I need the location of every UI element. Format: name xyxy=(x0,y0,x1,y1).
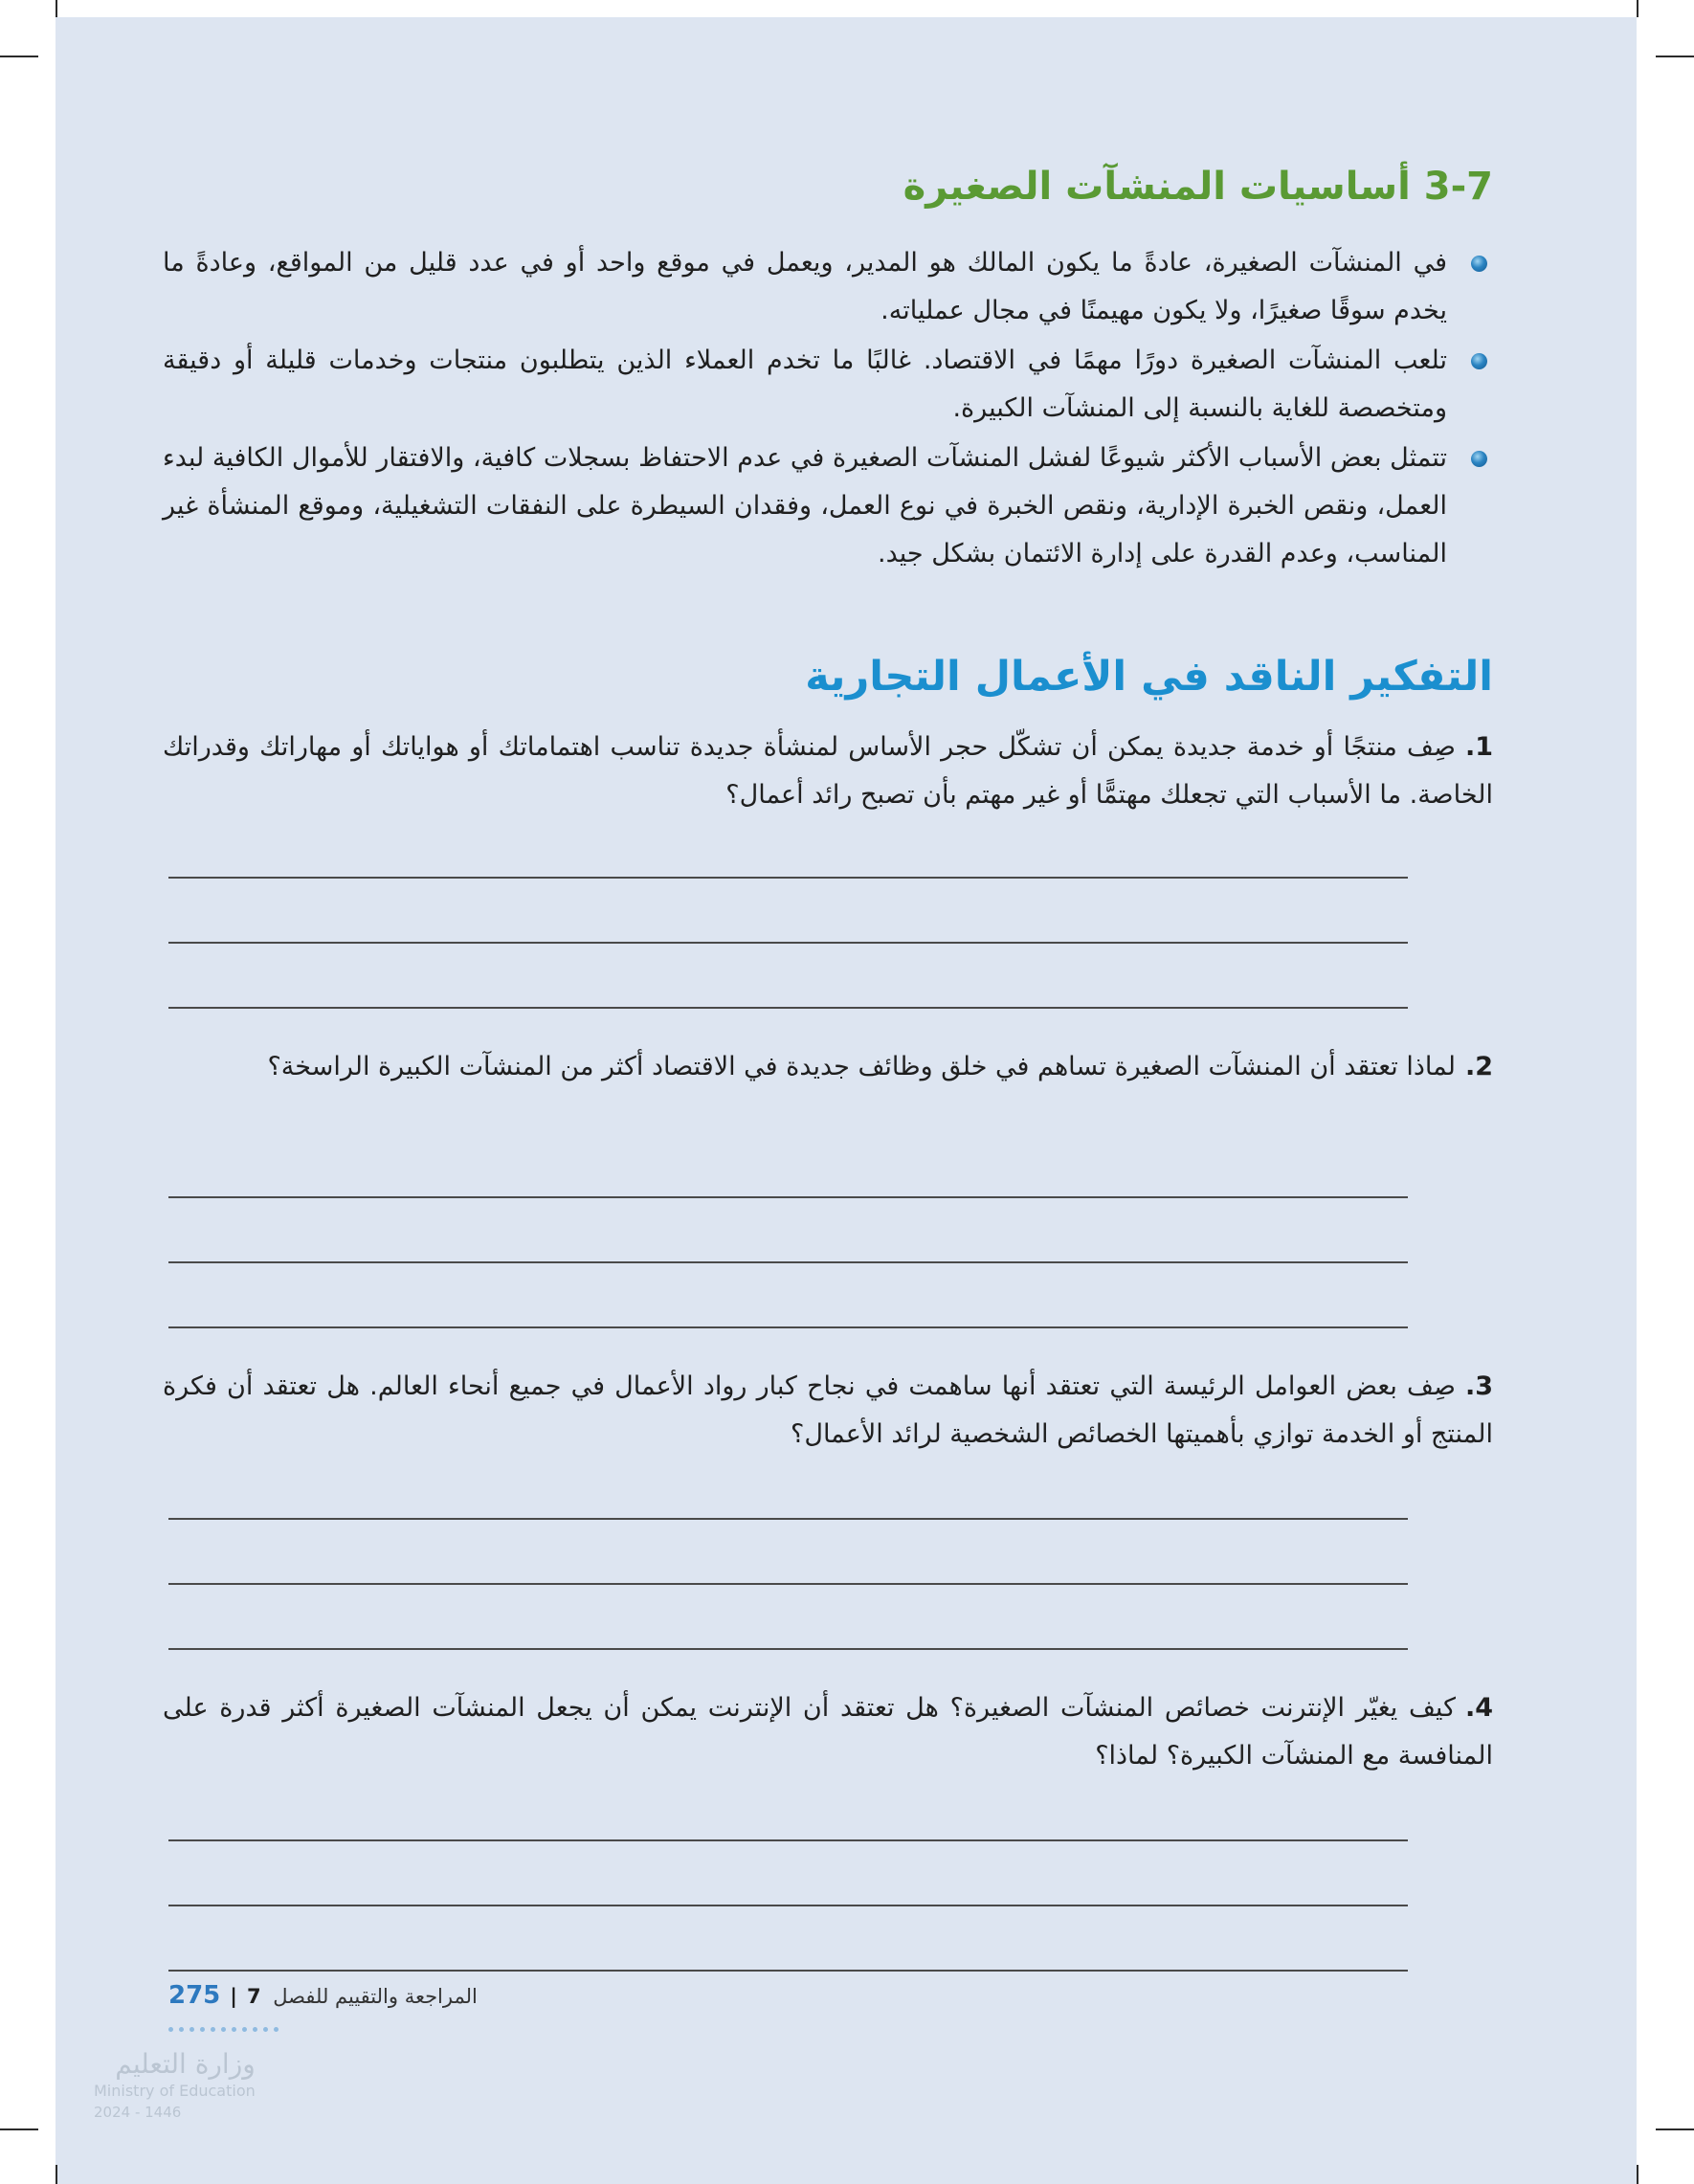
answer-line[interactable] xyxy=(168,1905,1408,1906)
question-number: 3. xyxy=(1464,1371,1493,1401)
page-footer xyxy=(168,1981,478,2011)
answer-line[interactable] xyxy=(168,1261,1408,1263)
question-text: صِف منتجًا أو خدمة جديدة يمكن أن تشكّل حجر الأساس لمنشأة جديدة تناسب اهتماماتك أو هواياتك أو مهاراتك وقدراتك الخاصة. ما الأسباب التي تجعلك مهتمًّا أو غير مهتم بأن تصبح رائد أعمال؟ xyxy=(163,732,1493,810)
crop-mark xyxy=(56,2165,57,2184)
answer-line[interactable] xyxy=(168,877,1408,879)
bullet-list xyxy=(163,239,1493,580)
question-number: 1. xyxy=(1464,732,1493,762)
question-number: 2. xyxy=(1464,1052,1493,1081)
answer-line[interactable] xyxy=(168,1518,1408,1520)
answer-line[interactable] xyxy=(168,942,1408,944)
answer-line[interactable] xyxy=(168,1007,1408,1009)
ministry-watermark xyxy=(94,2048,256,2123)
question-1 xyxy=(163,724,1493,819)
chapter-label: المراجعة والتقييم للفصل xyxy=(273,1985,478,2008)
watermark-arabic: وزارة التعليم xyxy=(115,2048,256,2080)
answer-line[interactable] xyxy=(168,1970,1408,1972)
footer-separator: | xyxy=(230,1985,237,2008)
critical-thinking-heading: التفكير الناقد في الأعمال التجارية xyxy=(805,653,1493,701)
crop-mark xyxy=(1656,56,1694,57)
answer-line[interactable] xyxy=(168,1839,1408,1841)
crop-mark xyxy=(1656,2128,1694,2130)
answer-line[interactable] xyxy=(168,1583,1408,1585)
bullet-text: في المنشآت الصغيرة، عادةً ما يكون المالك هو المدير، ويعمل في موقع واحد أو في عدد قليل من المواقع، وعادةً ما يخدم سوقًا صغيرًا، ولا يكون مهيمنًا في مجال عملياته. xyxy=(163,248,1447,325)
bullet-icon xyxy=(1471,256,1487,272)
question-3 xyxy=(163,1363,1493,1459)
watermark-english: Ministry of Education xyxy=(94,2082,256,2100)
answer-line[interactable] xyxy=(168,1196,1408,1198)
answer-line[interactable] xyxy=(168,1648,1408,1650)
crop-mark xyxy=(1637,0,1638,17)
bullet-text: تلعب المنشآت الصغيرة دورًا مهمًا في الاقتصاد. غالبًا ما تخدم العملاء الذين يتطلبون منتجات وخدمات قليلة أو دقيقة ومتخصصة للغاية بالنسبة إلى المنشآت الكبيرة. xyxy=(163,345,1447,423)
chapter-number: 7 xyxy=(246,1985,261,2008)
crop-mark xyxy=(0,2128,38,2130)
page-number: 275 xyxy=(168,1981,221,2010)
bullet-item xyxy=(163,337,1493,433)
crop-mark xyxy=(1637,2165,1638,2184)
bullet-item xyxy=(163,239,1493,335)
answer-line[interactable] xyxy=(168,1326,1408,1328)
bullet-icon xyxy=(1471,451,1487,467)
crop-mark xyxy=(0,56,38,57)
watermark-year: 2024 - 1446 xyxy=(94,2104,182,2121)
question-number: 4. xyxy=(1464,1693,1493,1723)
crop-mark xyxy=(56,0,57,17)
decorative-dots xyxy=(168,2017,312,2027)
section-heading: 3-7 أساسيات المنشآت الصغيرة xyxy=(903,165,1493,209)
question-text: صِف بعض العوامل الرئيسة التي تعتقد أنها ساهمت في نجاح كبار رواد الأعمال في جميع أنحاء العالم. هل تعتقد أن فكرة المنتج أو الخدمة توازي بأهميتها الخصائص الشخصية لرائد الأعمال؟ xyxy=(163,1371,1493,1449)
bullet-text: تتمثل بعض الأسباب الأكثر شيوعًا لفشل المنشآت الصغيرة في عدم الاحتفاظ بسجلات كافية، والافتقار للأموال الكافية لبدء العمل، ونقص الخبرة الإدارية، ونقص الخبرة في نوع العمل، وفقدان السيطرة على النفقات التشغيلية، وموقع المنشأة غير المناسب، وعدم القدرة على إدارة الائتمان بشكل جيد. xyxy=(163,443,1447,568)
question-text: كيف يغيّر الإنترنت خصائص المنشآت الصغيرة؟ هل تعتقد أن الإنترنت يمكن أن يجعل المنشآت الصغيرة أكثر قدرة على المنافسة مع المنشآت الكبيرة؟ لماذا؟ xyxy=(163,1693,1493,1771)
bullet-item xyxy=(163,435,1493,578)
bullet-icon xyxy=(1471,353,1487,369)
question-text: لماذا تعتقد أن المنشآت الصغيرة تساهم في خلق وظائف جديدة في الاقتصاد أكثر من المنشآت الكبيرة الراسخة؟ xyxy=(267,1052,1456,1081)
page-content xyxy=(163,0,1493,2184)
question-4 xyxy=(163,1684,1493,1780)
question-2 xyxy=(163,1043,1493,1091)
